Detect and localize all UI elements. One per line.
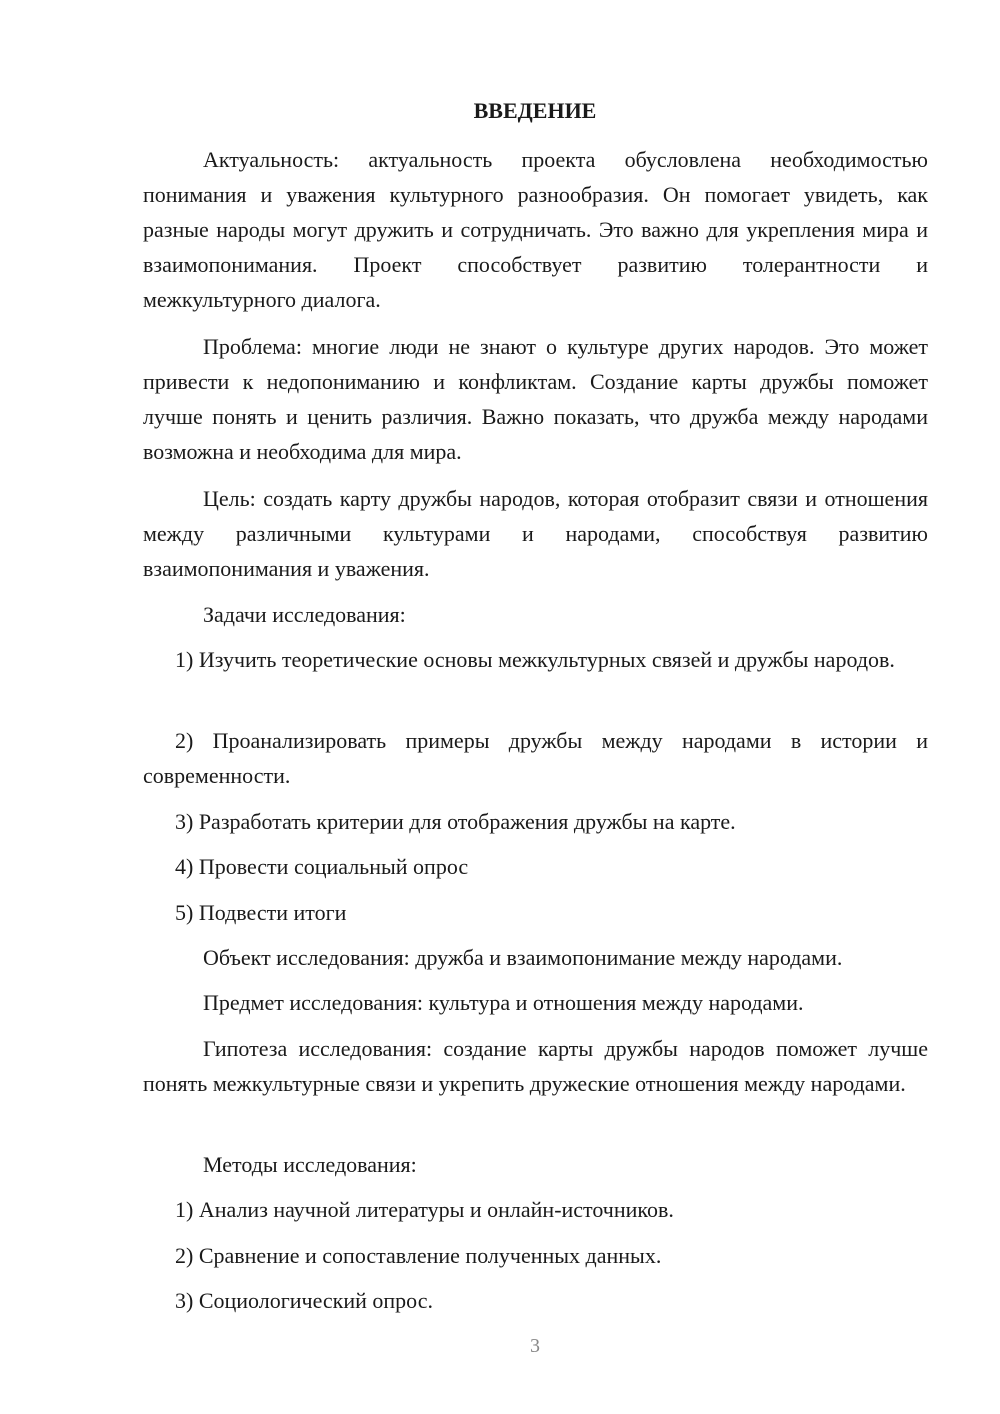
task-item-1: 1) Изучить теоретические основы межкультурных связей и дружбы народов. bbox=[175, 647, 895, 672]
object-paragraph: Объект исследования: дружба и взаимопонимание между народами. bbox=[203, 945, 843, 970]
hypothesis-paragraph: Гипотеза исследования: создание карты дружбы народов поможет лучше понять межкультурные связи и укрепить дружеские отношения между народами. bbox=[143, 1036, 928, 1096]
task-item-2: 2) Проанализировать примеры дружбы между народами в истории и современности. bbox=[143, 728, 928, 788]
goal-paragraph: Цель: создать карту дружбы народов, которая отобразит связи и отношения между различными культурами и народами, способствуя развитию взаимопонимания и уважения. bbox=[143, 486, 928, 581]
task-item-4: 4) Провести социальный опрос bbox=[175, 854, 469, 879]
page-number: 3 bbox=[530, 1335, 540, 1357]
tasks-title: Задачи исследования: bbox=[203, 602, 406, 627]
problem-paragraph: Проблема: многие люди не знают о культуре других народов. Это может привести к недопониманию и конфликтам. Создание карты дружбы поможет лучше понять и ценить различия. Важно показать, что дружба между народами возможна и необходима для мира. bbox=[143, 334, 928, 464]
task-item-5: 5) Подвести итоги bbox=[175, 900, 347, 925]
subject-paragraph: Предмет исследования: культура и отношения между народами. bbox=[203, 990, 804, 1015]
relevance-paragraph: Актуальность: актуальность проекта обусловлена необходимостью понимания и уважения культурного разнообразия. Он помогает увидеть, как разные народы могут дружить и сотрудничать. Это важно для укрепления мира и взаимопонимания. Проект способствует развитию толерантности и межкультурного диалога. bbox=[143, 147, 928, 312]
task-item-3: 3) Разработать критерии для отображения дружбы на карте. bbox=[175, 809, 736, 834]
method-item-1: 1) Анализ научной литературы и онлайн-источников. bbox=[175, 1197, 674, 1222]
method-item-3: 3) Социологический опрос. bbox=[175, 1288, 433, 1313]
page-title: ВВЕДЕНИЕ bbox=[473, 98, 597, 123]
method-item-2: 2) Сравнение и сопоставление полученных данных. bbox=[175, 1243, 662, 1268]
methods-title: Методы исследования: bbox=[203, 1152, 417, 1177]
